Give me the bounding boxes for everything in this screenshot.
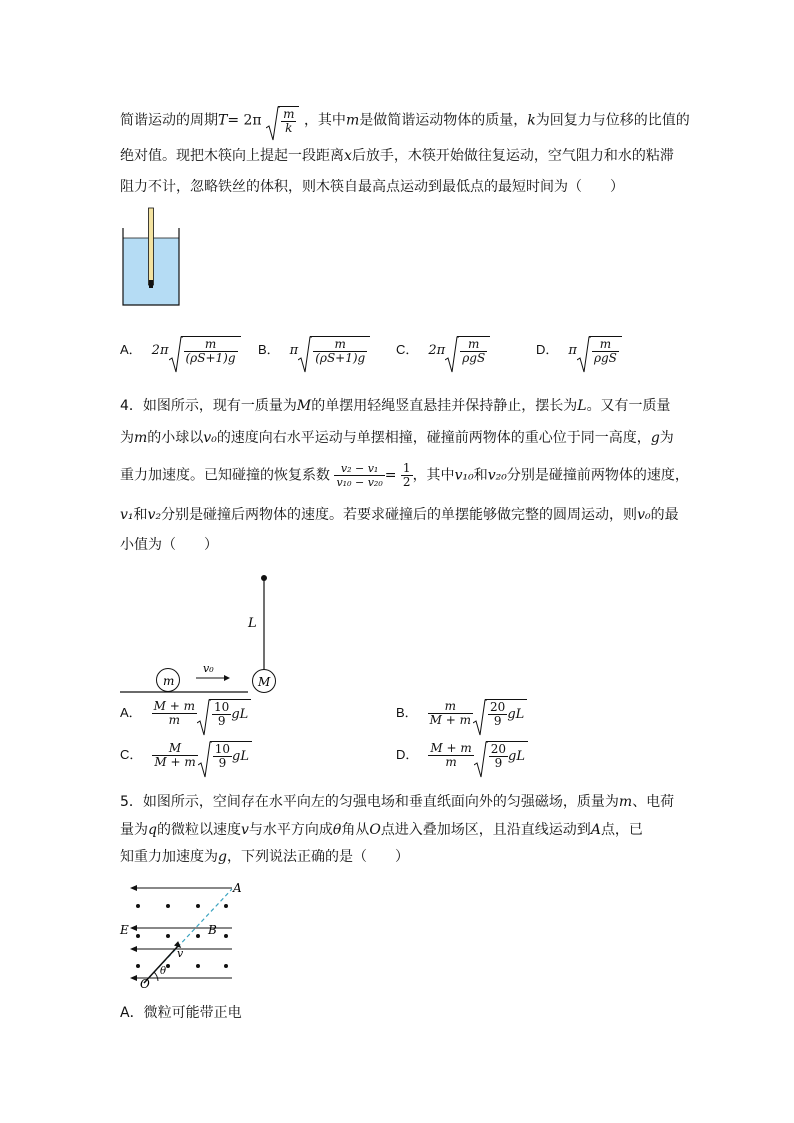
q4-option-b[interactable]: B． $\frac{m}{M + m}$ $\frac{20}{9}$ gL [396, 699, 527, 728]
b-field-dot [224, 934, 228, 938]
q4-option-c[interactable]: C． $\frac{M}{M + m}$ $\frac{10}{9}$ gL [120, 741, 252, 770]
field-figure [116, 880, 246, 990]
half-fraction: $\frac{1}{2}$ [402, 461, 411, 489]
b-field-dot [166, 964, 170, 968]
q4-line-1: 4．如图所示，现有一质量为M的单摆用轻绳竖直悬挂并保持静止，摆长为L。又有一质量 [120, 398, 671, 414]
q5-line-1: 5．如图所示，空间存在水平向左的匀强电场和垂直纸面向外的匀强磁场，质量为m、电荷 [120, 794, 675, 810]
q3-period-sqrt: $\frac{m}{k}$ [266, 106, 299, 135]
ball-m-label: m [163, 674, 175, 688]
q4-option-d[interactable]: D． $\frac{M + m}{m}$ $\frac{20}{9}$ gL [396, 741, 528, 770]
field-E-label: E [120, 923, 129, 937]
velocity-label: v₀ [203, 662, 214, 675]
point-A-label: A [233, 881, 242, 895]
field-arrowhead [130, 885, 137, 891]
b-field-dot [166, 904, 170, 908]
q4-option-a[interactable]: A． $\frac{M + m}{m}$ $\frac{10}{9}$ gL [120, 699, 251, 728]
q4-line-5: 小值为（ ） [120, 537, 218, 553]
q3-option-b[interactable]: B． π $\frac{m}{(\rho S+1)g}$ [258, 336, 370, 365]
q5-line-2: 量为q的微粒以速度v与水平方向成θ角从O点进入叠加场区，且沿直线运动到A点，已 [120, 822, 643, 838]
restitution-fraction: $\frac{\text{v₂ − v₁}}{\text{v₁₀ − v₂₀}}$ [336, 462, 383, 489]
field-arrowhead [130, 946, 137, 952]
q3-option-d[interactable]: D． π $\frac{m}{\text{ρgS}}$ [536, 336, 622, 365]
q5-line-3: 知重力加速度为g，下列说法正确的是（ ） [120, 849, 409, 865]
field-arrowhead [130, 975, 137, 981]
q3-line-1: 简谐运动的周期T= 2π $\frac{m}{k}$ ，其中m是做简谐运动物体的质量，k为回复力与位移的比值的 [120, 106, 690, 135]
b-field-dot [224, 964, 228, 968]
field-B-label: B [208, 923, 217, 937]
b-field-dot [224, 904, 228, 908]
q3-line-3: 阻力不计，忽略铁丝的体积，则木筷自最高点运动到最低点的最短时间为（ ） [120, 179, 624, 195]
b-field-dot [196, 934, 200, 938]
q3-option-c[interactable]: C． 2π $\frac{m}{\text{ρgS}}$ [396, 336, 490, 365]
field-arrowhead [130, 925, 137, 931]
theta-label: θ [160, 966, 167, 977]
q4-line-3: 重力加速度。已知碰撞的恢复系数 $\frac{\text{v₂ − v₁}}{\text{v₁₀ − v₂₀}}$ = $\frac{1}{2}$ ，其中v₁₀和v₂₀分别是碰撞前两物体的速度， [120, 461, 689, 489]
beaker-figure [120, 206, 182, 308]
point-O-label: O [140, 977, 150, 990]
q4-line-2: 为m的小球以v₀的速度向右水平运动与单摆相撞，碰撞前两物体的重心位于同一高度，g为 [120, 430, 674, 446]
b-field-dot [136, 964, 140, 968]
b-field-dot [196, 904, 200, 908]
iron-wire [149, 280, 153, 288]
chopstick [149, 208, 154, 285]
length-label: L [248, 616, 257, 631]
angle-arc [154, 972, 158, 981]
b-field-dot [166, 934, 170, 938]
q5-option-A[interactable]: A．微粒可能带正电 [120, 1005, 242, 1021]
velocity-v-label: v [177, 947, 184, 960]
b-field-dot [136, 934, 140, 938]
pendulum-figure [118, 572, 278, 697]
b-field-dot [196, 964, 200, 968]
bob-M-label: M [258, 675, 271, 689]
q3-option-a[interactable]: A． 2π $\frac{m}{(\rho S+1)g}$ [120, 336, 241, 365]
b-field-dot [136, 904, 140, 908]
q4-line-4: v₁和v₂分别是碰撞后两物体的速度。若要求碰撞后的单摆能够做完整的圆周运动，则v₀的最 [120, 507, 679, 523]
q3-line-2: 绝对值。现把木筷向上提起一段距离x后放手，木筷开始做往复运动，空气阻力和水的粘滞 [120, 148, 674, 164]
